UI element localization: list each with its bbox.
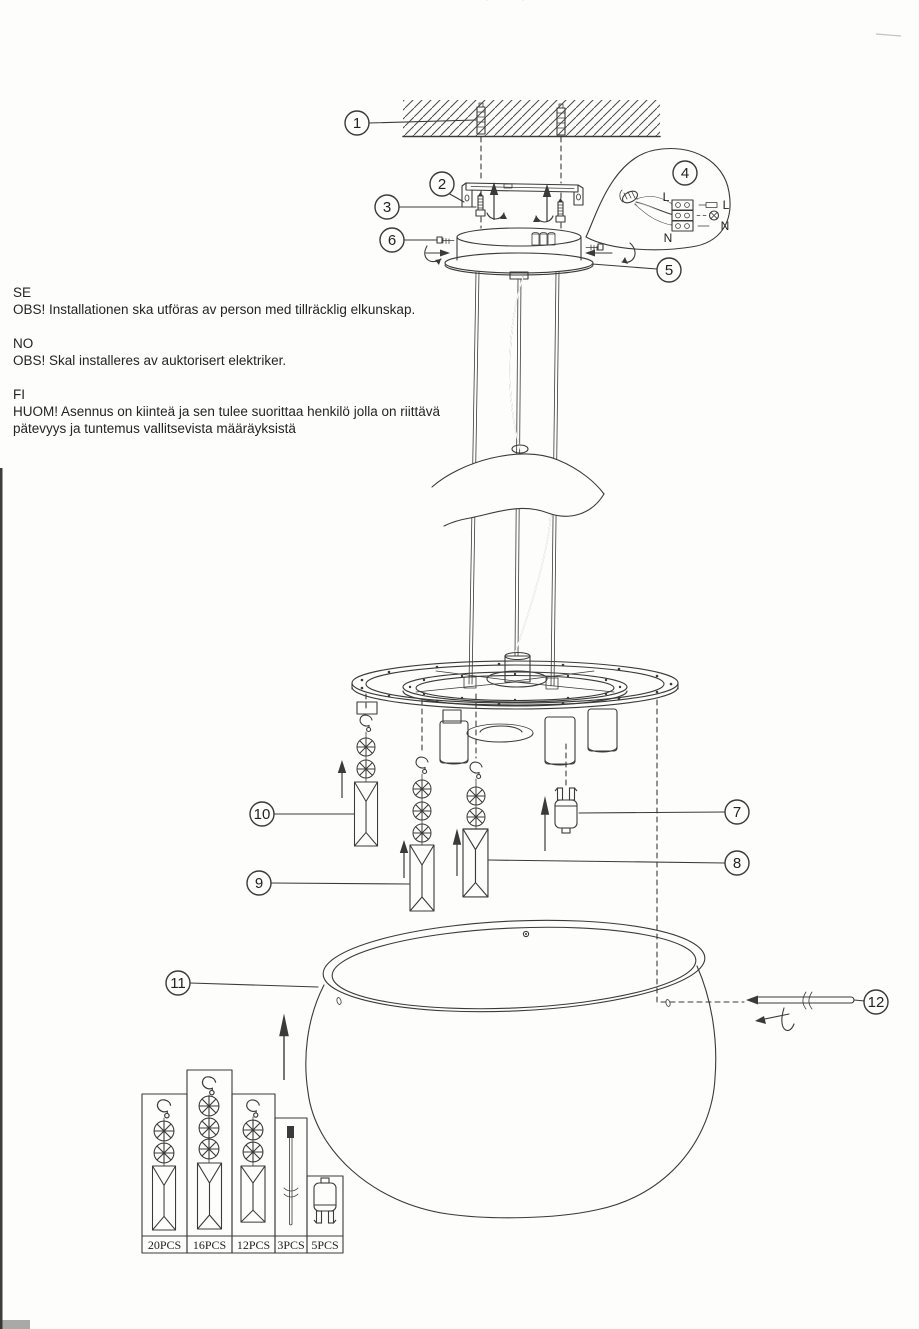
label-neutral-in: N	[663, 231, 673, 245]
wiring-detail-balloon	[586, 148, 730, 249]
callout-6	[380, 228, 437, 252]
parts-cell-pendant-longest	[187, 1070, 232, 1253]
callout-11	[166, 971, 318, 995]
note-se-label: SE	[13, 285, 32, 300]
parts-cell-pendant-long	[142, 1094, 187, 1253]
svg-text:10: 10	[253, 806, 271, 823]
note-no-label: NO	[13, 336, 34, 351]
note-se	[13, 284, 475, 318]
svg-text:4: 4	[680, 165, 690, 182]
chandelier-ring	[352, 653, 678, 710]
crystal-chain-outer	[355, 694, 378, 846]
svg-text:3: 3	[382, 199, 392, 216]
note-no-text: OBS! Skal installeres av auktorisert elektriker.	[13, 353, 287, 368]
parts-cell-pendant-short	[232, 1094, 275, 1253]
ceiling-canopy	[445, 228, 593, 279]
note-no	[13, 335, 475, 369]
bracket-screw-right	[533, 184, 565, 222]
mains-cable-icon	[620, 189, 640, 205]
crystal-chain-inner	[463, 694, 488, 897]
parts-cell-bulb	[307, 1176, 343, 1253]
callout-7	[579, 800, 749, 824]
qty-20pcs: 20PCS	[147, 1238, 182, 1252]
parts-cell-screw	[275, 1118, 307, 1253]
qty-3pcs: 3PCS	[277, 1238, 305, 1252]
callout-8	[488, 851, 749, 875]
label-live-in: L	[662, 190, 670, 204]
terminal-block-icon	[672, 200, 693, 231]
svg-text:1: 1	[352, 115, 362, 132]
safety-notes	[13, 284, 475, 454]
bracket-screw-left	[476, 182, 507, 220]
callout-9	[247, 871, 409, 895]
glass-bowl-shade	[306, 913, 716, 1218]
halogen-bulb	[555, 744, 577, 833]
note-se-text: OBS! Installationen ska utföras av person med tillräcklig elkunskap.	[13, 302, 416, 317]
parts-box	[142, 1070, 343, 1253]
svg-text:7: 7	[732, 804, 742, 821]
center-hub	[487, 653, 547, 688]
note-fi-label: FI	[13, 387, 25, 402]
side-fixing-screw	[746, 992, 854, 1031]
note-fi	[13, 386, 475, 437]
callout-2	[430, 172, 464, 202]
callout-12	[854, 990, 888, 1014]
length-break-band	[432, 454, 604, 526]
label-live-out: L	[722, 198, 730, 212]
lamp-holders	[357, 702, 617, 765]
svg-text:12: 12	[867, 994, 885, 1011]
qty-12pcs: 12PCS	[236, 1238, 271, 1252]
svg-text:2: 2	[437, 176, 447, 193]
earth-screw-icon	[697, 211, 719, 220]
crystal-chain-middle	[410, 700, 434, 911]
callout-5	[592, 258, 681, 282]
label-neutral-out: N	[720, 219, 730, 233]
note-fi-text: HUOM! Asennus on kiinteä ja sen tulee suorittaa henkilö jolla on riittävä pätevyys ja tuntemus vallitsevista määräyksistä	[13, 404, 440, 436]
qty-16pcs: 16PCS	[192, 1238, 227, 1252]
callout-10	[250, 802, 354, 826]
svg-text:8: 8	[732, 855, 742, 872]
ceiling-hatch	[403, 100, 660, 137]
canopy-side-screw-left	[425, 237, 454, 265]
callout-4	[673, 161, 697, 185]
svg-text:9: 9	[254, 875, 264, 892]
alignment-dash-line	[657, 700, 744, 1002]
insert-arrows	[279, 760, 549, 1080]
qty-5pcs: 5PCS	[311, 1238, 339, 1252]
svg-text:6: 6	[387, 232, 397, 249]
svg-text:11: 11	[170, 975, 186, 992]
center-glass-holder	[467, 724, 533, 742]
svg-text:5: 5	[664, 262, 674, 279]
canopy-side-screw-right	[585, 243, 635, 264]
callout-3	[375, 195, 476, 219]
